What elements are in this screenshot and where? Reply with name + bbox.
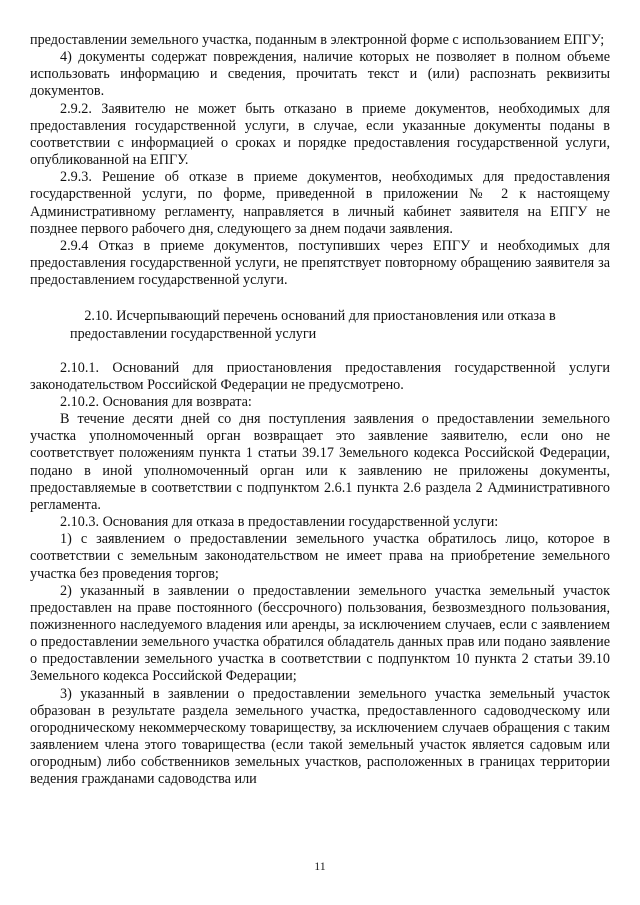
- paragraph-p8: В течение десяти дней со дня поступления заявления о предоставлении земельного участка уполномоченный орган возвращает это заявление заявителю, если оно не соответствует положениям пункта 1 статьи 39.17 Земельного кодекса Российской Федерации, подано в иной уполномоченный орган или к заявлению не приложены документы, предоставляемые в соответствии с подпунктом 2.6.1 пункта 2.6 раздела 2 Административного регламента.: [30, 411, 610, 513]
- paragraph-p10: 1) с заявлением о предоставлении земельного участка обратилось лицо, которое в соответствии с земельным законодательством не имеет права на приобретение земельного участка без проведения торгов;: [30, 531, 610, 582]
- paragraph-p4: 2.9.3. Решение об отказе в приеме документов, необходимых для предоставления государственной услуги, по форме, приведенной в приложении № 2 к настоящему Административному регламенту, направляется в личный кабинет заявителя на ЕПГУ не позднее первого рабочего дня, следующего за днем подачи заявления.: [30, 169, 610, 237]
- bottom-section: [30, 360, 610, 789]
- section-heading: 2.10. Исчерпывающий перечень оснований для приостановления или отказа в предоставлении государственной услуги: [70, 308, 556, 342]
- paragraph-p6: 2.10.1. Оснований для приостановления предоставления государственной услуги законодательством Российской Федерации не предусмотрено.: [30, 359, 610, 393]
- paragraph-p12: 3) указанный в заявлении о предоставлении земельного участка земельный участок образован в результате раздела земельного участка, предоставленного садоводческому или огородническому некоммерческому товариществу, за исключением случаев обращения с таким заявлением члена этого товарищества (если такой земельный участок является садовым или огородным) либо собственников земельных участков, расположенных в границах территории ведения гражданами садоводства или: [30, 685, 610, 788]
- paragraph-p2: 4) документы содержат повреждения, наличие которых не позволяет в полном объеме использовать информацию и сведения, прочитать текст и (или) распознать реквизиты документов.: [30, 49, 610, 100]
- paragraph-p1: предоставлении земельного участка, поданным в электронной форме с использованием ЕПГУ;: [30, 32, 605, 48]
- paragraph-p3: 2.9.2. Заявителю не может быть отказано в приеме документов, необходимых для предоставления государственной услуги, в случае, если указанные документы поданы в соответствии с информацией о сроках и порядке предоставления государственной услуги, опубликованной на ЕПГУ.: [30, 100, 610, 169]
- paragraph-p9: 2.10.3. Основания для отказа в предоставлении государственной услуги:: [60, 514, 499, 531]
- top-section: [30, 32, 610, 289]
- page-number: 11: [314, 859, 326, 873]
- paragraph-p7: 2.10.2. Основания для возврата:: [60, 393, 252, 410]
- paragraph-p11: 2) указанный в заявлении о предоставлении земельного участка земельный участок предоставлен на праве постоянного (бессрочного) пользования, безвозмездного пользования, пожизненного наследуемого владения или аренды, за исключением случаев, если с заявлением о предоставлении земельного участка обратился обладатель данных прав или подано заявление о предоставлении земельного участка в соответствии с подпунктом 10 пункта 2 статьи 39.10 Земельного кодекса Российской Федерации;: [30, 582, 610, 685]
- paragraph-p5: 2.9.4 Отказ в приеме документов, поступивших через ЕПГУ и необходимых для предоставления государственной услуги, не препятствует повторному обращению заявителя за предоставлением государственной услуги.: [30, 237, 610, 289]
